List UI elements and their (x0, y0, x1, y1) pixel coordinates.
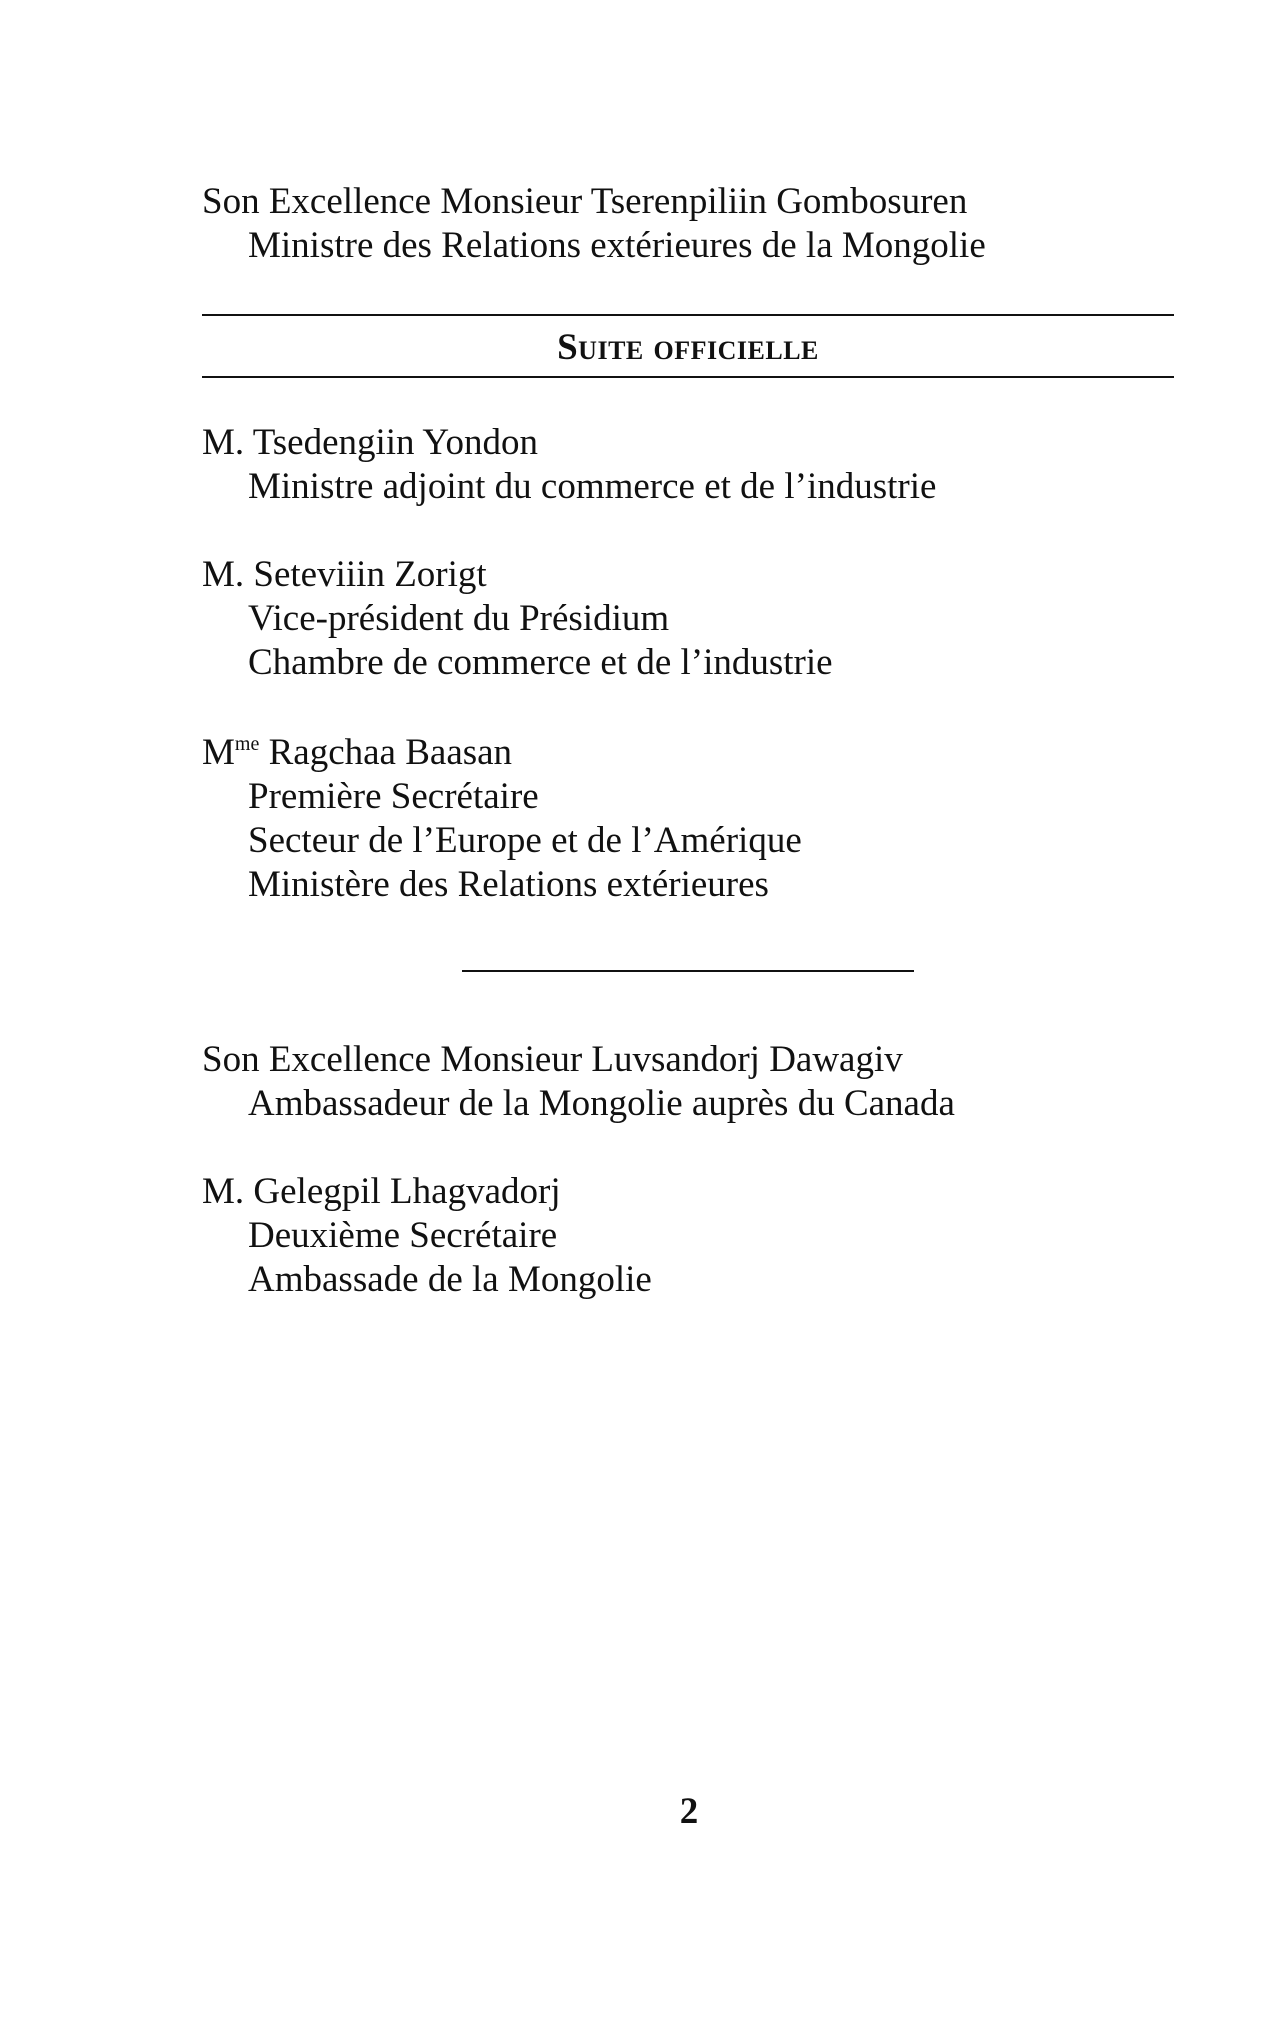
minister-title: Ministre des Relations extérieures de la Mongolie (248, 225, 986, 266)
section-top-rule (202, 314, 1174, 316)
separator-rule (462, 970, 914, 972)
minister-entry (202, 180, 1202, 268)
section-bottom-rule (202, 376, 1174, 378)
member-title-line: Première Secrétaire (248, 776, 539, 817)
member-title-line: Vice-président du Présidium (248, 598, 670, 639)
member-title-line: Secteur de l’Europe et de l’Amérique (248, 820, 802, 861)
suite-member-baasan (202, 731, 1202, 907)
member-name: M. Gelegpil Lhagvadorj (202, 1171, 561, 1212)
suite-member-zorigt (202, 553, 1202, 685)
member-title-line: Ministre adjoint du commerce et de l’industrie (248, 466, 937, 507)
member-title-line: Chambre de commerce et de l’industrie (248, 642, 833, 683)
member-name: Son Excellence Monsieur Luvsandorj Dawagiv (202, 1039, 903, 1080)
section-heading: Suite officielle (557, 327, 819, 368)
member-name (202, 731, 1202, 775)
member-name-rest: Ragchaa Baasan (259, 732, 513, 773)
second-secretary-entry (202, 1170, 1202, 1302)
member-name-prefix: M (202, 732, 235, 773)
page-number: 2 (679, 1791, 699, 1832)
member-title-line: Ambassadeur de la Mongolie auprès du Canada (248, 1083, 955, 1124)
minister-name: Son Excellence Monsieur Tserenpiliin Gombosuren (202, 181, 968, 222)
member-title-line: Ambassade de la Mongolie (248, 1259, 652, 1300)
member-name: M. Tsedengiin Yondon (202, 422, 538, 463)
member-name-superscript: me (234, 733, 260, 755)
member-title-line: Ministère des Relations extérieures (248, 864, 769, 905)
ambassador-entry (202, 1038, 1202, 1126)
member-name: M. Seteviiin Zorigt (202, 554, 487, 595)
suite-member-yondon (202, 421, 1202, 509)
member-title-line: Deuxième Secrétaire (248, 1215, 558, 1256)
